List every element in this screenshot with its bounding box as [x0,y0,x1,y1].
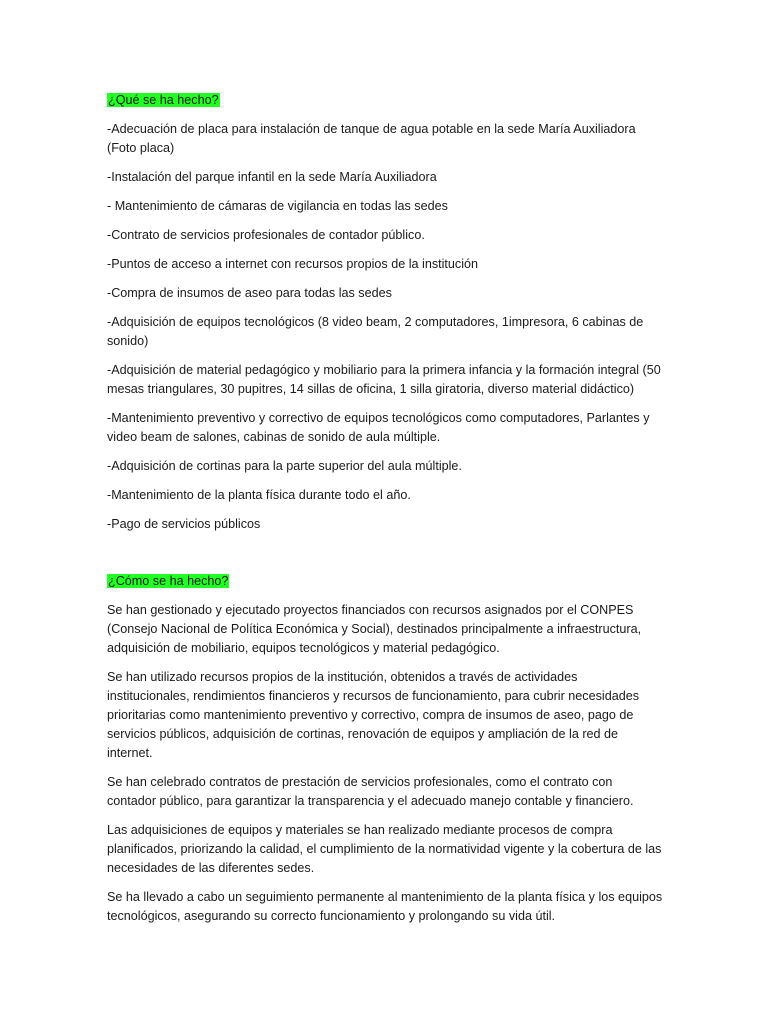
list-item: -Mantenimiento de la planta física durante todo el año. [107,488,411,502]
list-item: -Adecuación de placa para instalación de tanque de agua potable en la sede María Auxiliadora (Foto placa) [107,122,636,155]
section-heading-como-se-ha-hecho [107,572,663,591]
list-item: - Mantenimiento de cámaras de vigilancia en todas las sedes [107,199,448,213]
heading-highlight: ¿Cómo se ha hecho? [108,574,229,588]
paragraph: Se han celebrado contratos de prestación de servicios profesionales, como el contrato con contador público, para garantizar la transparencia y el adecuado manejo contable y financiero. [107,775,634,808]
paragraph: Se ha llevado a cabo un seguimiento permanente al mantenimiento de la planta física y los equipos tecnológicos, asegurando su correcto funcionamiento y prolongando su vida útil. [107,890,663,923]
document-body [107,91,663,936]
list-item: -Mantenimiento preventivo y correctivo de equipos tecnológicos como computadores, Parlantes y video beam de salones, cabinas de sonido de aula múltiple. [107,411,650,444]
list-item: -Adquisición de cortinas para la parte superior del aula múltiple. [107,459,462,473]
section-spacer [107,544,663,572]
list-item: -Pago de servicios públicos [107,517,261,531]
paragraph: Las adquisiciones de equipos y materiales se han realizado mediante procesos de compra planificados, priorizando la calidad, el cumplimiento de la normatividad vigente y la cobertura de las necesidades de las diferentes sedes. [107,823,662,875]
list-item: -Puntos de acceso a internet con recursos propios de la institución [107,257,479,271]
paragraph: Se han gestionado y ejecutado proyectos financiados con recursos asignados por el CONPES (Consejo Nacional de Política Económica y Social), destinados principalmente a infraestructura, adquisición de mobiliario, equipos tecnológicos y material pedagógico. [107,603,642,655]
section-heading-que-se-ha-hecho [107,91,663,110]
list-item: -Adquisición de material pedagógico y mobiliario para la primera infancia y la formación integral (50 mesas triangulares, 30 pupitres, 14 sillas de oficina, 1 silla giratoria, diverso material didáctico) [107,363,661,396]
list-item: -Adquisición de equipos tecnológicos (8 video beam, 2 computadores, 1impresora, 6 cabinas de sonido) [107,315,644,348]
paragraph: Se han utilizado recursos propios de la institución, obtenidos a través de actividades institucionales, rendimientos financieros y recursos de funcionamiento, para cubrir necesidades prioritarias como mantenimiento preventivo y correctivo, compra de insumos de aseo, pago de servicios públicos, adquisición de cortinas, renovación de equipos y ampliación de la red de internet. [107,670,640,760]
heading-highlight: ¿Qué se ha hecho? [108,93,219,107]
list-item: -Instalación del parque infantil en la sede María Auxiliadora [107,170,437,184]
list-item: -Contrato de servicios profesionales de contador público. [107,228,425,242]
list-item: -Compra de insumos de aseo para todas las sedes [107,286,392,300]
